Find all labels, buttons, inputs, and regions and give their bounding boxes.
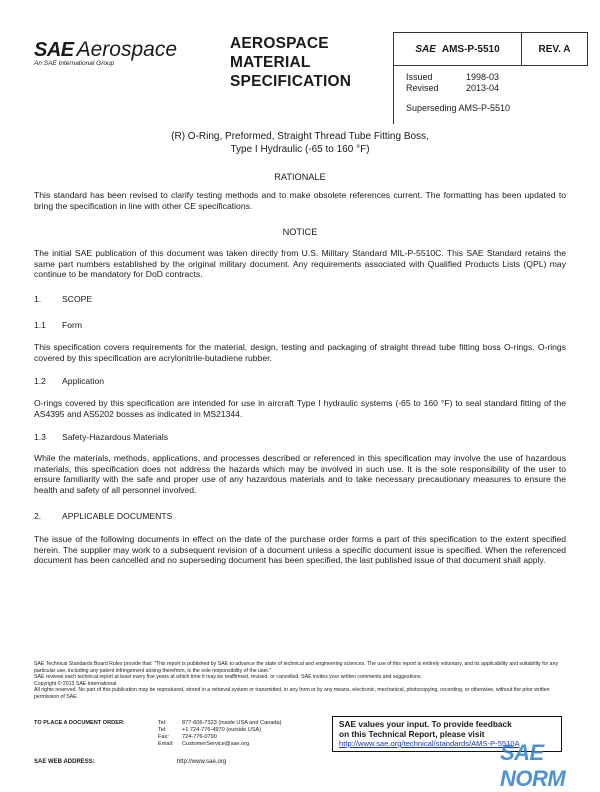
feedback-line-1: SAE values your input. To provide feedback <box>339 719 512 729</box>
tel2-label: Tel: <box>158 727 167 733</box>
footer-copyright: Copyright © 2013 SAE International <box>34 680 117 687</box>
web-link[interactable]: http://www.sae.org <box>176 759 227 765</box>
section-scope-heading <box>34 294 92 304</box>
fax-label: Fax: <box>158 734 169 740</box>
order-contact-block <box>34 720 324 748</box>
logo-subtitle: An SAE International Group <box>34 60 115 67</box>
feedback-line-2: on this Technical Report, please visit <box>339 729 485 739</box>
order-label: TO PLACE A DOCUMENT ORDER: <box>34 720 125 726</box>
sae-aerospace-logo <box>34 38 224 67</box>
section-safety-text: While the materials, methods, applications, and processes described or referenced in this specification may involve the use of hazardous materials, this specification does not address the hazards which may be involved in such use. It is the sole responsibility of the user to ensure familiarity with the safe and proper use of any hazardous materials and to take necessary precautionary measures to ensure the health and safety of all personnel involved. <box>34 453 566 495</box>
title-line-1: AEROSPACE <box>230 35 329 52</box>
notice-heading: NOTICE <box>282 227 318 237</box>
section-safety-heading <box>34 432 168 442</box>
document-number: AMS-P-5510 <box>441 43 500 55</box>
tel2-value: +1 724-776-4970 (outside USA) <box>182 727 262 733</box>
revised-date: 2013-04 <box>466 82 500 93</box>
email-value[interactable]: CustomerService@sae.org <box>182 741 250 747</box>
title-line-3: SPECIFICATION <box>230 73 352 90</box>
tel-value: 877-606-7323 (inside USA and Canada) <box>182 720 282 726</box>
section-documents-title: APPLICABLE DOCUMENTS <box>62 511 173 521</box>
section-documents-number: 2. <box>34 511 42 521</box>
footer-rights-text: All rights reserved. No part of this publication may be reproduced, stored in a retrieval system or transmitted, in any form or by any means, electronic, mechanical, photocopying, recording, or otherwise, without the prior written permission of SAE. <box>34 687 550 700</box>
fax-value: 724-776-0790 <box>182 734 217 740</box>
sae-mini-logo: SAE <box>415 43 436 55</box>
section-application-heading <box>34 376 104 386</box>
notice-text: The initial SAE publication of this document was taken directly from U.S. Military Standard MIL-P-5510C. This SAE Standard retains the same part numbers established by the original military document. Any requirements associated with Qualified Products Lists (QPL) may continue to be mandatory for DoD contracts. <box>34 248 566 280</box>
document-type-title <box>230 34 400 91</box>
dates-block <box>393 66 588 124</box>
subtitle-line-1: (R) O-Ring, Preformed, Straight Thread Tube Fitting Boss, <box>171 131 429 142</box>
document-header <box>26 32 582 124</box>
title-line-2: MATERIAL <box>230 54 311 71</box>
subtitle-line-2: Type I Hydraulic (-65 to 160 °F) <box>230 144 370 155</box>
section-application-title: Application <box>62 376 105 386</box>
section-scope-number: 1. <box>34 294 42 304</box>
section-scope-title: SCOPE <box>62 294 93 304</box>
section-application-text: O-rings covered by this specification are intended for use in aircraft Type I hydraulic systems (-65 to 160 °F) to seal standard fitting of the AS4395 and AS5202 bosses as indicated in MS21344. <box>34 398 566 419</box>
section-safety-number: 1.3 <box>34 432 46 442</box>
tel-label: Tel: <box>158 720 167 726</box>
footer-rules-text: SAE Technical Standards Board Rules provide that: "This report is published by SAE to advance the state of technical and engineering sciences. The use of this report is entirely voluntary, and its applicability and suitability for any particular use, including any patent infringement arising therefrom, is the sole responsibility of the user." <box>34 661 559 674</box>
issued-date: 1998-03 <box>466 72 500 82</box>
section-application-number: 1.2 <box>34 376 46 386</box>
document-number-cell <box>393 32 521 65</box>
superseding-note: Superseding AMS-P-5510 <box>406 103 511 113</box>
section-documents-text: The issue of the following documents in effect on the date of the purchase order forms a part of this specification to the extent specified herein. The supplier may work to a subsequent revision of a document unless a specific document issue is specified. When the referenced document has been cancelled and no superseding document has been specified, the last published issue of that document shall apply. <box>34 534 566 566</box>
revision-cell <box>521 32 588 65</box>
section-form-title: Form <box>62 320 83 330</box>
logo-sae-text: SAE <box>34 39 74 61</box>
section-safety-title: Safety-Hazardous Materials <box>62 432 169 442</box>
web-label: SAE WEB ADDRESS: <box>34 759 95 765</box>
email-label: Email: <box>158 741 174 747</box>
sae-norm-watermark: SAE NORM <box>500 740 566 791</box>
section-documents-heading <box>34 511 172 521</box>
logo-aerospace-text: Aerospace <box>76 38 178 61</box>
footer-review-text: SAE reviews each technical report at least every five years at which time it may be reaffirmed, revised, or cancelled. SAE invites your written comments and suggestions. <box>34 674 422 681</box>
section-form-number: 1.1 <box>34 320 46 330</box>
rationale-heading: RATIONALE <box>274 172 326 182</box>
revision-label: REV. A <box>538 43 571 55</box>
section-form-text: This specification covers requirements for the material, design, testing and packaging of straight thread tube fitting boss O-rings. O-rings covered by this specification are acrylonitrile-butadiene rubber. <box>34 342 566 363</box>
web-address-row <box>34 759 226 765</box>
section-form-heading <box>34 320 82 330</box>
legal-footer <box>34 661 570 701</box>
revised-label: Revised <box>406 82 439 93</box>
feedback-link[interactable]: http://www.sae.org/technical/standards/AMS-P-5510A <box>339 739 520 748</box>
document-subtitle <box>0 130 600 156</box>
issued-label: Issued <box>406 72 433 82</box>
document-id-box <box>393 32 588 124</box>
rationale-text: This standard has been revised to clarify testing methods and to make obsolete references current. The formatting has been updated to bring the specification in line with other CE specifications. <box>34 190 566 211</box>
